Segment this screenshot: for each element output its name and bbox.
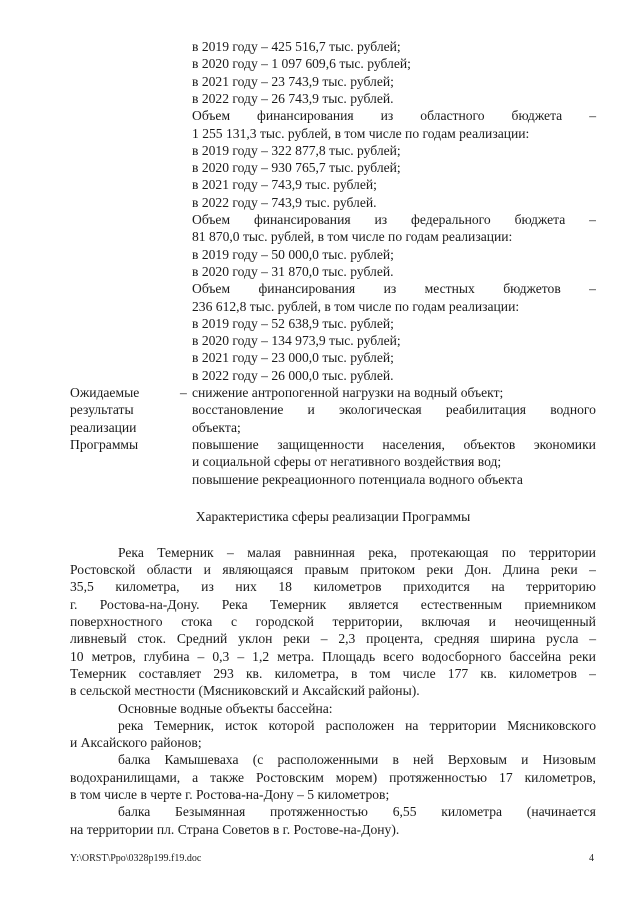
body-line: в сельской местности (Мясниковский и Аксайский районы).	[70, 683, 420, 699]
word: глубина	[143, 648, 190, 664]
word: 17	[499, 769, 513, 785]
expected-result-line: и социальной сферы от негативного воздействия вод;	[192, 454, 502, 470]
funding-local-year-line: в 2020 году – 134 973,9 тыс. рублей;	[192, 333, 401, 349]
word: федерального	[411, 212, 491, 227]
word: ней	[413, 752, 434, 768]
word: процента,	[366, 631, 424, 647]
word: из	[374, 212, 388, 227]
word: является	[348, 596, 399, 612]
word: областного	[420, 108, 485, 124]
word: и	[488, 614, 496, 629]
word: и	[521, 752, 529, 768]
word: реки	[550, 562, 578, 578]
funding-federal-year-line: в 2019 году – 50 000,0 тыс. рублей;	[192, 246, 394, 262]
word: река	[118, 717, 144, 733]
word: кв.	[245, 665, 263, 681]
word: бюджетов	[503, 281, 561, 297]
word: финансирования	[258, 281, 356, 297]
word: составляет	[138, 665, 202, 681]
word: Верховым	[447, 752, 507, 768]
funding-regional-heading	[192, 107, 596, 124]
word: Река	[221, 596, 248, 612]
word: 18	[278, 579, 292, 595]
funding-federal-heading	[192, 211, 596, 228]
word: а	[192, 769, 199, 785]
word: километра,	[115, 579, 180, 595]
word: реабилитация	[445, 402, 527, 418]
word: Площадь	[322, 648, 376, 664]
body-line	[70, 613, 596, 630]
funding-local-year-line: в 2021 году – 23 000,0 тыс. рублей;	[192, 350, 394, 366]
word: –	[589, 212, 596, 227]
word: Ростовской	[70, 562, 136, 578]
expected-results-label: Ожидаемые	[70, 385, 140, 400]
word: километров	[313, 579, 382, 595]
expected-results-label: результаты	[70, 402, 134, 418]
word: территории	[529, 544, 596, 560]
funding-local-year-line: в 2022 году – 26 000,0 тыс. рублей.	[192, 367, 394, 383]
word: Темерник	[157, 544, 214, 560]
funding-total-year-line: в 2020 году – 1 097 609,6 тыс. рублей;	[192, 56, 411, 72]
word: сток.	[137, 631, 167, 647]
word: с	[230, 614, 237, 629]
funding-total-year-line: в 2019 году – 425 516,7 тыс. рублей;	[192, 39, 401, 54]
word: из	[383, 281, 397, 297]
word: Дон.	[464, 562, 492, 578]
word: –	[589, 665, 596, 681]
word: метров,	[91, 648, 136, 664]
word: уклон	[238, 631, 273, 647]
word: восстановление	[192, 402, 284, 418]
word: кв.	[480, 665, 497, 681]
body-line	[70, 630, 596, 647]
word: (с	[252, 752, 264, 768]
word: 177	[447, 665, 469, 681]
word: притоком	[360, 562, 416, 578]
funding-total-year-line: в 2021 году – 23 743,9 тыс. рублей;	[192, 73, 394, 89]
expected-results-label: реализации	[70, 419, 137, 435]
word: расположенными	[277, 752, 379, 768]
word: Темерник	[70, 665, 127, 681]
body-line: и Аксайского районов;	[70, 735, 202, 751]
funding-regional-year-line: в 2020 году – 930 765,7 тыс. рублей;	[192, 160, 401, 176]
word: защищенности	[277, 436, 364, 452]
word: –	[320, 631, 328, 647]
word: на	[405, 717, 419, 733]
body-line	[118, 717, 596, 734]
body-line	[118, 544, 596, 561]
word: бюджета	[514, 212, 566, 227]
word: Ростова-на-Дону.	[99, 596, 200, 612]
word: метра.	[277, 648, 315, 664]
word: в	[350, 665, 358, 681]
word: балка	[118, 804, 151, 820]
word: Объем	[192, 212, 231, 227]
word: километра,	[274, 665, 339, 681]
word: морем)	[335, 769, 378, 785]
word: –	[589, 108, 596, 124]
word: река,	[368, 544, 397, 560]
word: территории	[429, 717, 497, 733]
word: 1,2	[252, 648, 270, 664]
body-line	[70, 596, 596, 613]
word: реки	[426, 562, 454, 578]
word: экономики	[533, 436, 596, 452]
word: Безымянная	[175, 804, 246, 820]
word: –	[589, 281, 596, 297]
word: –	[197, 648, 205, 664]
funding-total-year-line: в 2022 году – 26 743,9 тыс. рублей.	[192, 90, 394, 106]
expected-result-line	[192, 401, 596, 418]
word: бассейна	[509, 648, 562, 664]
word: которой	[268, 717, 315, 733]
word: бюджета	[511, 108, 563, 124]
body-line	[70, 648, 596, 665]
word: них	[235, 579, 257, 595]
footer-file-path: Y:\ORST\Ppo\0328p199.f19.doc	[70, 853, 202, 864]
word: равнинная	[294, 544, 355, 560]
word: стока	[181, 614, 213, 629]
body-line	[70, 578, 596, 595]
word: естественным	[420, 596, 503, 612]
word: малая	[247, 544, 281, 560]
word: километров,	[524, 769, 596, 785]
word: протяженностью	[270, 804, 368, 820]
funding-regional-year-line: в 2019 году – 322 877,8 тыс. рублей;	[192, 142, 401, 158]
word: 293	[213, 665, 234, 681]
expected-results-label: Программы	[70, 436, 139, 452]
word: 6,55	[392, 804, 417, 820]
word: области	[146, 562, 193, 578]
body-line	[118, 803, 596, 820]
word: неочищенный	[514, 614, 596, 629]
word: городской	[255, 614, 314, 629]
word: на	[491, 579, 505, 595]
word: реки	[283, 631, 310, 647]
word: расположен	[325, 717, 395, 733]
word: повышение	[192, 436, 259, 452]
funding-regional-year-line: в 2022 году – 743,9 тыс. рублей.	[192, 194, 377, 210]
word: (начинается	[526, 804, 596, 820]
expected-results-dash: –	[180, 385, 187, 400]
word: русла	[546, 631, 579, 647]
word: 2,3	[338, 631, 356, 647]
word: приходится	[403, 579, 470, 595]
word: 10	[70, 648, 84, 664]
word: –	[589, 562, 596, 578]
word: водосборного	[421, 648, 502, 664]
word: территорию	[526, 579, 596, 595]
word: водохранилищами,	[70, 769, 181, 785]
word: числе	[402, 665, 436, 681]
word: территории,	[332, 614, 403, 629]
body-line	[118, 751, 596, 768]
footer-page-number: 4	[589, 853, 594, 864]
word: Темерник,	[154, 717, 215, 733]
word: Объем	[192, 108, 231, 124]
word: ширина	[490, 631, 536, 647]
section-title: Характеристика сферы реализации Программы	[195, 508, 471, 524]
expected-result-line: снижение антропогенной нагрузки на водный объект;	[192, 385, 504, 400]
body-line	[70, 561, 596, 578]
word: и	[307, 402, 315, 418]
word: поверхностного	[70, 614, 163, 629]
word: километра	[441, 804, 503, 820]
word: в	[392, 752, 399, 768]
body-line: Основные водные объекты бассейна:	[118, 700, 333, 716]
word: включая	[421, 614, 470, 629]
word: Камышеваха	[164, 752, 239, 768]
word: водного	[550, 402, 596, 418]
funding-regional-year-line: в 2021 году – 743,9 тыс. рублей;	[192, 177, 377, 193]
word: –	[237, 648, 245, 664]
word: том	[369, 665, 391, 681]
word: протяженностью	[389, 769, 488, 785]
body-line	[70, 665, 596, 682]
word: 0,3	[212, 648, 230, 664]
word: 35,5	[70, 579, 94, 595]
word: Темерник	[269, 596, 327, 612]
body-line	[70, 769, 596, 786]
word: правым	[304, 562, 349, 578]
word: –	[589, 631, 596, 647]
word: финансирования	[257, 108, 354, 124]
word: –	[227, 544, 234, 560]
word: исток	[225, 717, 258, 733]
funding-federal-year-line: в 2020 году – 31 870,0 тыс. рублей.	[192, 263, 394, 279]
word: являющаяся	[222, 562, 294, 578]
word: средняя	[433, 631, 480, 647]
expected-result-line: объекта;	[192, 419, 241, 435]
body-line: в том числе в черте г. Ростова-на-Дону – 5 километров;	[70, 787, 390, 802]
word: из	[380, 108, 394, 124]
word: также	[210, 769, 245, 785]
word: протекающая	[410, 544, 489, 560]
expected-result-line: повышение рекреационного потенциала водного объекта	[192, 471, 523, 487]
expected-result-line	[192, 436, 596, 453]
word: балка	[118, 752, 151, 768]
word: финансирования	[253, 212, 351, 227]
word: Длина	[502, 562, 540, 578]
funding-local-total-line: 236 612,8 тыс. рублей, в том числе по годам реализации:	[192, 298, 520, 314]
word: местных	[424, 281, 475, 297]
word: экологическая	[338, 402, 422, 418]
word: Мясниковского	[507, 717, 596, 733]
word: Средний	[176, 631, 228, 647]
funding-local-heading	[192, 280, 596, 297]
word: и	[203, 562, 211, 578]
word: приемником	[524, 596, 596, 612]
body-line: на территории пл. Страна Советов в г. Ростове-на-Дону).	[70, 821, 400, 837]
word: по	[501, 544, 516, 560]
word: Река	[118, 544, 144, 560]
word: Низовым	[542, 752, 596, 768]
word: реки	[569, 648, 596, 664]
word: Объем	[192, 281, 231, 297]
word: объектов	[463, 436, 516, 452]
word: километров	[508, 665, 577, 681]
word: г.	[70, 596, 78, 612]
word: ливневый	[70, 631, 127, 647]
word: населения,	[382, 436, 445, 452]
funding-federal-total-line: 81 870,0 тыс. рублей, в том числе по годам реализации:	[192, 229, 513, 245]
funding-local-year-line: в 2019 году – 52 638,9 тыс. рублей;	[192, 315, 394, 331]
word: всего	[383, 648, 414, 664]
word: Ростовским	[256, 769, 324, 785]
funding-regional-total-line: 1 255 131,3 тыс. рублей, в том числе по годам реализации:	[192, 125, 530, 141]
word: из	[201, 579, 214, 595]
